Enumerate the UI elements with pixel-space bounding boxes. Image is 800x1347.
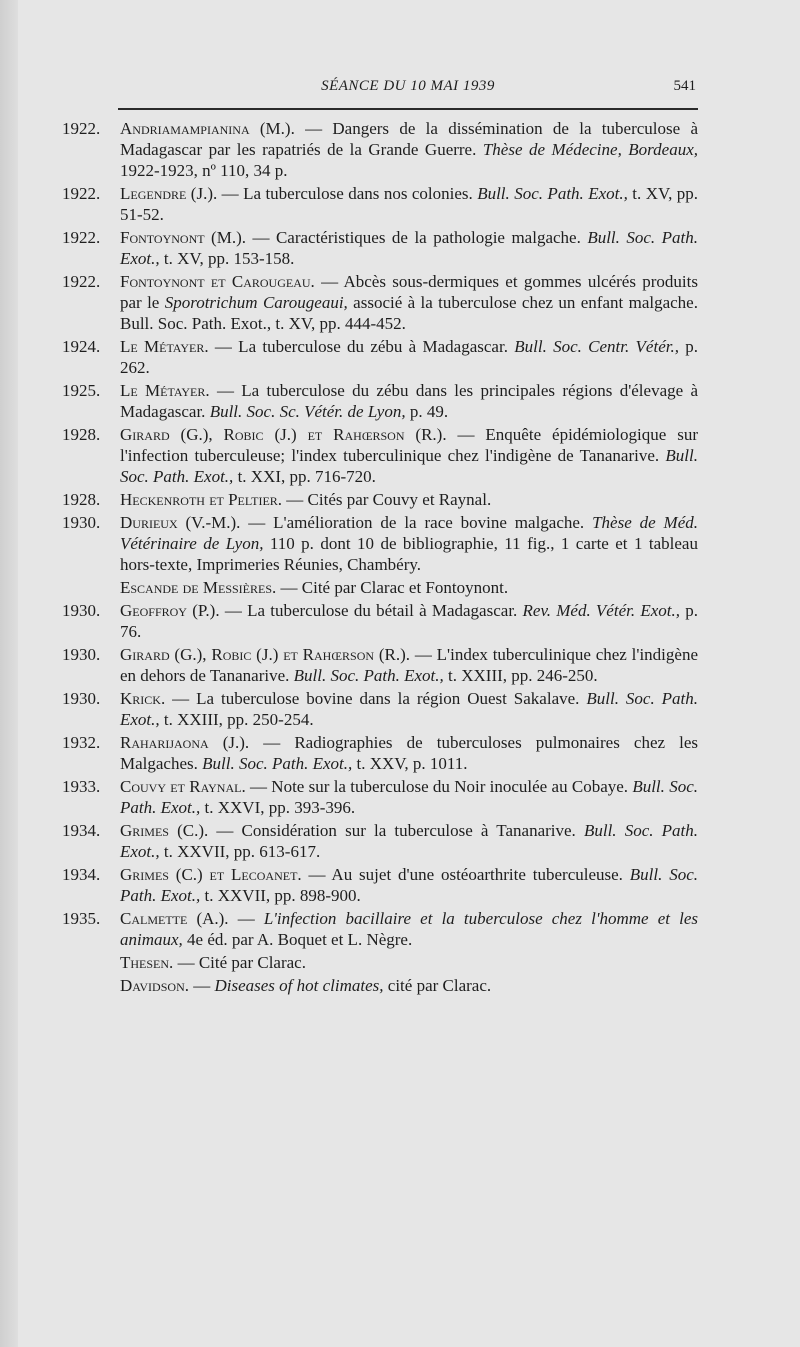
reference-details: t. XV, pp. 51-52. [120, 184, 698, 225]
reference-entry [62, 820, 698, 862]
reference-author: Davidson. [120, 975, 189, 995]
reference-body [120, 489, 698, 510]
reference-year: 1930. [62, 513, 101, 533]
reference-details: p. 76. [120, 601, 698, 642]
reference-entry [62, 776, 698, 818]
reference-entry [62, 688, 698, 730]
reference-text: — Cités par Couvy et Raynal. [282, 490, 492, 510]
reference-journal: Bull. Soc. Path. Exot., [477, 184, 628, 204]
reference-text: — Radiographies de tuberculoses pulmonaires chez les Malgaches. [120, 732, 698, 774]
reference-body [120, 336, 698, 378]
reference-author: Geoffroy (P.). [120, 601, 220, 621]
reference-author: Krick. [120, 689, 166, 708]
reference-body [120, 512, 698, 575]
reference-author: Raharijaona (J.). [120, 732, 250, 752]
reference-author: Durieux (V.-M.). [120, 513, 241, 533]
reference-journal: Bull. Soc. Path. Exot., [202, 754, 353, 774]
reference-list [62, 118, 698, 998]
reference-author: Le Métayer. [120, 337, 209, 357]
reference-body [120, 424, 698, 487]
reference-year: 1934. [62, 864, 101, 884]
reference-text: — [228, 908, 264, 928]
reference-entry [62, 600, 698, 642]
reference-author: Heckenroth et Peltier. [120, 490, 283, 510]
reference-details: t. XXIII, pp. 246-250. [443, 666, 598, 686]
reference-text: — L'index tuberculinique chez l'indigène en dehors de Tananarive. [120, 645, 698, 686]
reference-text: — La tuberculose bovine dans la région Ouest Sakalave. [165, 689, 587, 708]
reference-body [120, 271, 698, 334]
reference-body [120, 227, 698, 269]
reference-year: 1932. [62, 732, 101, 752]
reference-text: — Caractéristiques de la pathologie malgache. [245, 228, 588, 248]
reference-author: Girard (G.), Robic (J.) et Rahœrson (R.). [120, 645, 411, 665]
reference-year: 1928. [62, 490, 101, 510]
reference-year: 1922. [62, 272, 101, 292]
reference-year: 1930. [62, 601, 101, 621]
reference-text: — La tuberculose dans nos colonies. [217, 184, 478, 204]
reference-text: — La tuberculose du bétail à Madagascar. [219, 601, 523, 621]
reference-journal: Bull. Soc. Path. Exot., [293, 666, 444, 686]
reference-author: Calmette (A.). [120, 908, 229, 928]
reference-entry [62, 952, 698, 973]
reference-entry [62, 271, 698, 334]
reference-entry [62, 227, 698, 269]
reference-details: t. XXVII, pp. 898-900. [200, 886, 361, 906]
reference-year: 1930. [62, 645, 101, 665]
reference-journal: Thèse de Médecine, Bordeaux, [482, 140, 699, 160]
reference-details: cité par Clarac. [383, 975, 492, 995]
reference-details: t. XXV, p. 1011. [352, 754, 468, 774]
reference-journal: Bull. Soc. Sc. Vétér. de Lyon, [209, 402, 406, 422]
reference-text: — La tuberculose du zébu dans les principales régions d'élevage à Madagascar. [120, 381, 699, 422]
reference-year: 1922. [62, 184, 101, 204]
reference-text: — La tuberculose du zébu à Madagascar. [208, 337, 515, 357]
header-rule [118, 108, 698, 110]
reference-details: associé à la tuberculose chez un enfant malgache. Bull. Soc. Path. Exot., t. XV, pp. 444-452. [120, 293, 698, 334]
reference-details: t. XXVI, pp. 393-396. [200, 798, 356, 818]
reference-entry [62, 732, 698, 774]
reference-details: 110 p. dont 10 de bibliographie, 11 fig., 1 carte et 1 tableau hors-texte, Imprimeries Réunies, Chambéry. [120, 534, 698, 575]
header-title: SÉANCE DU 10 MAI 1939 [321, 78, 495, 94]
reference-author: Escande de Messières. [120, 578, 277, 598]
reference-entry [62, 864, 698, 906]
reference-journal: Bull. Soc. Path. Exot., [120, 864, 698, 906]
reference-entry [62, 380, 698, 422]
reference-details: 1922-1923, nº 110, 34 p. [120, 161, 288, 181]
reference-text: — Au sujet d'une ostéoarthrite tuberculeuse. [301, 864, 630, 884]
reference-entry [62, 644, 698, 686]
reference-year: 1930. [62, 689, 101, 708]
reference-entry [62, 577, 698, 598]
reference-journal: Bull. Soc. Path. Exot., [120, 446, 698, 487]
reference-author: Couvy et Raynal. [120, 776, 246, 796]
reference-author: Thesen. [120, 952, 174, 972]
reference-journal: Thèse de Méd. Vétérinaire de Lyon, [120, 513, 698, 554]
reference-year: 1922. [62, 228, 101, 248]
reference-details: p. 49. [405, 402, 449, 422]
reference-author: Grimes (C.). [120, 820, 209, 840]
reference-text: — Considération sur la tuberculose à Tananarive. [208, 820, 584, 840]
reference-text: — Note sur la tuberculose du Noir inoculée au Cobaye. [245, 776, 633, 796]
reference-journal: Bull. Soc. Path. Exot., [120, 689, 699, 730]
reference-author: Grimes (C.) et Lecoanet. [120, 864, 302, 884]
reference-body [120, 820, 698, 862]
page-binding-shadow [0, 0, 18, 1347]
reference-body [120, 864, 698, 906]
reference-author: Legendre (J.). [120, 184, 218, 204]
reference-year: 1925. [62, 381, 101, 401]
reference-text: — Cité par Clarac et Fontoynont. [276, 578, 509, 598]
reference-details: t. XXVII, pp. 613-617. [159, 842, 321, 862]
reference-text: — [188, 975, 215, 995]
reference-body [120, 975, 698, 996]
reference-details: 4e éd. par A. Boquet et L. Nègre. [182, 930, 413, 950]
reference-text: — Cité par Clarac. [173, 952, 306, 972]
reference-body [120, 577, 698, 598]
reference-entry [62, 489, 698, 510]
reference-body [120, 908, 698, 950]
reference-journal: Bull. Soc. Path. Exot., [120, 228, 699, 269]
reference-journal: Bull. Soc. Centr. Vétér., [514, 337, 679, 357]
running-header [118, 74, 698, 106]
reference-author: Andriamampianina (M.). [120, 119, 295, 138]
reference-author: Fontoynont et Carougeau. [120, 272, 315, 292]
reference-entry [62, 183, 698, 225]
reference-year: 1922. [62, 119, 101, 138]
page-number: 541 [673, 78, 696, 94]
reference-author: Girard (G.), Robic (J.) et Rahœrson (R.). [120, 425, 447, 445]
reference-journal: Rev. Méd. Vétér. Exot., [522, 601, 680, 621]
reference-body [120, 183, 698, 225]
reference-journal: Bull. Soc. Path. Exot., [120, 776, 698, 818]
reference-year: 1934. [62, 820, 101, 840]
reference-journal: Diseases of hot climates, [214, 975, 384, 995]
reference-year: 1928. [62, 425, 101, 445]
reference-body [120, 776, 698, 818]
reference-entry [62, 336, 698, 378]
reference-text: — Dangers de la dissémination de la tuberculose à Madagascar par les rapatriés de la Grande Guerre. [120, 119, 698, 160]
reference-body [120, 600, 698, 642]
reference-text: — Abcès sous-dermiques et gommes ulcérés produits par le [120, 272, 698, 313]
reference-details: t. XXIII, pp. 250-254. [159, 710, 314, 730]
reference-body [120, 952, 698, 973]
reference-entry [62, 908, 698, 950]
reference-author: Le Métayer. [120, 381, 210, 401]
reference-body [120, 644, 698, 686]
reference-text: — L'amélioration de la race bovine malgache. [240, 513, 593, 533]
reference-body [120, 380, 698, 422]
reference-journal: Sporotrichum Carougeaui, [164, 293, 348, 313]
reference-details: p. 262. [120, 337, 699, 378]
reference-body [120, 688, 698, 730]
reference-entry [62, 118, 698, 181]
reference-body [120, 118, 698, 181]
reference-entry [62, 424, 698, 487]
reference-journal: L'infection bacillaire et la tuberculose chez l'homme et les animaux, [120, 908, 698, 950]
reference-journal: Bull. Soc. Path. Exot., [120, 820, 698, 862]
reference-details: t. XV, pp. 153-158. [159, 249, 295, 269]
reference-year: 1935. [62, 908, 101, 928]
reference-year: 1924. [62, 337, 101, 357]
reference-entry [62, 975, 698, 996]
reference-entry [62, 512, 698, 575]
reference-text: — Enquête épidémiologique sur l'infection tuberculeuse; l'index tuberculinique chez l'indigène de Tananarive. [120, 425, 698, 466]
reference-details: t. XXI, pp. 716-720. [233, 467, 376, 487]
reference-author: Fontoynont (M.). [120, 228, 246, 248]
reference-body [120, 732, 698, 774]
reference-year: 1933. [62, 776, 101, 796]
